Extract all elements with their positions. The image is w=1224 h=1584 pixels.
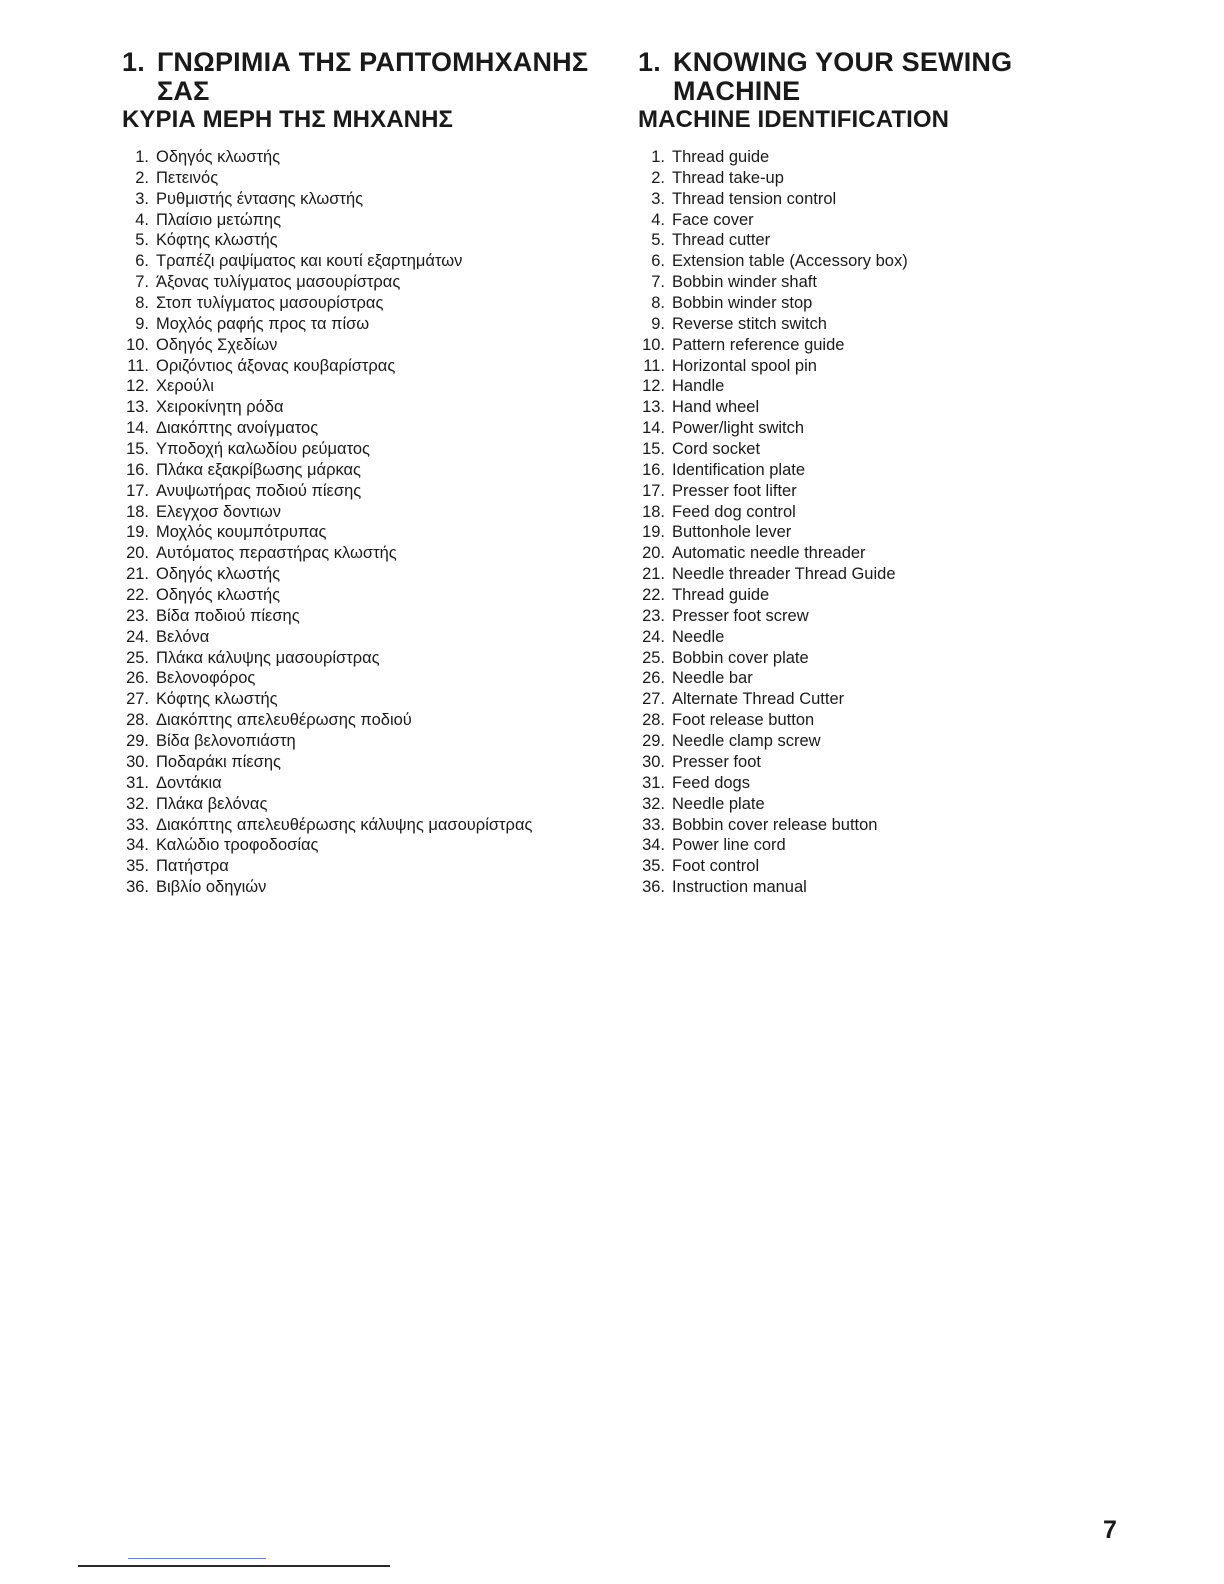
list-item <box>122 293 622 314</box>
list-item <box>638 418 1078 439</box>
list-item <box>122 773 622 794</box>
list-item-label: Alternate Thread Cutter <box>672 690 845 709</box>
english-section-title <box>638 48 1078 106</box>
list-item-number: 9. <box>651 314 665 333</box>
list-item <box>122 752 622 773</box>
list-item <box>638 251 1078 272</box>
list-item-label: Reverse stitch switch <box>672 314 827 333</box>
list-item-label: Needle clamp screw <box>672 732 821 751</box>
list-item-label: Power/light switch <box>672 419 805 438</box>
list-item-label: Bobbin cover plate <box>672 648 809 667</box>
list-item-number: 20. <box>642 544 665 563</box>
list-item-number: 5. <box>651 231 665 250</box>
list-item-number: 1. <box>135 148 149 166</box>
list-item <box>122 585 622 606</box>
list-item <box>638 752 1078 773</box>
list-item-number: 7. <box>651 273 665 292</box>
list-item <box>638 230 1078 251</box>
list-item <box>122 794 622 815</box>
list-item <box>638 439 1078 460</box>
list-item-label: Extension table (Accessory box) <box>672 252 908 271</box>
list-item-label: Οδηγός κλωστής <box>156 565 281 584</box>
page-number: 7 <box>1103 1516 1117 1544</box>
list-item-number: 21. <box>642 565 665 584</box>
list-item <box>122 314 622 335</box>
list-item-label: Άξονας τυλίγματος μασουρίστρας <box>156 273 401 292</box>
list-item-label: Face cover <box>672 210 754 229</box>
list-item-number: 11. <box>127 356 149 375</box>
list-item-number: 26. <box>642 669 665 688</box>
list-item <box>638 376 1078 397</box>
list-item-label: Βελονοφόρος <box>156 669 256 688</box>
list-item <box>122 356 622 377</box>
list-item <box>122 481 622 502</box>
list-item <box>122 648 622 669</box>
list-item-number: 19. <box>126 523 149 542</box>
list-item <box>638 189 1078 210</box>
list-item-label: Πλαίσιο μετώπης <box>156 210 282 229</box>
footer-rule <box>78 1565 390 1567</box>
list-item-number: 25. <box>642 648 665 667</box>
list-item <box>638 460 1078 481</box>
list-item-number: 6. <box>651 252 665 271</box>
list-item-label: Οδηγός Σχεδίων <box>156 335 278 354</box>
list-item-number: 13. <box>642 398 665 417</box>
list-item <box>638 522 1078 543</box>
list-item <box>638 272 1078 293</box>
list-item <box>122 835 622 856</box>
list-item <box>122 856 622 877</box>
greek-section-title-text: ΓΝΩΡΙΜΙΑ ΤΗΣ ΡΑΠΤΟΜΗΧΑΝΗΣ ΣΑΣ <box>157 47 589 106</box>
list-item-number: 9. <box>135 314 149 333</box>
list-item <box>638 397 1078 418</box>
list-item-number: 12. <box>126 377 149 396</box>
list-item <box>122 230 622 251</box>
list-item <box>122 564 622 585</box>
list-item-label: Automatic needle threader <box>672 544 866 563</box>
list-item-number: 16. <box>642 460 665 479</box>
list-item-number: 34. <box>126 836 149 855</box>
list-item-label: Needle <box>672 627 725 646</box>
list-item-label: Thread cutter <box>672 231 771 250</box>
english-parts-list <box>638 147 1078 898</box>
list-item-label: Πατήστρα <box>156 857 229 876</box>
list-item-label: Πετεινός <box>156 168 219 187</box>
list-item-label: Bobbin winder stop <box>672 294 813 313</box>
list-item-number: 22. <box>126 586 149 605</box>
list-item-label: Buttonhole lever <box>672 523 792 542</box>
list-item-number: 24. <box>126 627 149 646</box>
list-item-number: 32. <box>126 794 149 813</box>
list-item-label: Needle threader Thread Guide <box>672 565 896 584</box>
list-item-label: Instruction manual <box>672 878 807 897</box>
list-item-number: 14. <box>126 419 149 438</box>
list-item-number: 35. <box>126 857 149 876</box>
list-item <box>638 815 1078 836</box>
list-item <box>122 147 622 168</box>
list-item-number: 17. <box>126 481 149 500</box>
english-section-title-text: KNOWING YOUR SEWING MACHINE <box>673 47 1013 106</box>
list-item-number: 20. <box>126 544 149 563</box>
list-item-label: Identification plate <box>672 460 806 479</box>
list-item-label: Χειροκίνητη ρόδα <box>156 398 284 417</box>
list-item <box>638 293 1078 314</box>
list-item-label: Βιβλίο οδηγιών <box>156 878 267 897</box>
list-item <box>122 877 622 898</box>
list-item-number: 27. <box>126 690 149 709</box>
list-item-number: 33. <box>642 815 665 834</box>
greek-column <box>122 48 622 898</box>
list-item-number: 17. <box>642 481 665 500</box>
list-item-number: 2. <box>651 168 665 187</box>
list-item-number: 8. <box>135 294 149 313</box>
list-item-number: 18. <box>126 502 149 521</box>
list-item <box>638 147 1078 168</box>
list-item <box>122 272 622 293</box>
list-item-number: 34. <box>642 836 665 855</box>
list-item-label: Needle plate <box>672 794 765 813</box>
list-item-label: Presser foot screw <box>672 606 809 625</box>
list-item-number: 36. <box>126 878 149 897</box>
list-item <box>122 710 622 731</box>
list-item <box>638 731 1078 752</box>
list-item-label: Ελεγχοσ δοντιων <box>156 502 281 521</box>
list-item <box>638 648 1078 669</box>
list-item-label: Υποδοχή καλωδίου ρεύματος <box>156 440 371 459</box>
list-item-number: 33. <box>126 815 149 834</box>
list-item-label: Bobbin cover release button <box>672 815 878 834</box>
list-item <box>122 522 622 543</box>
greek-parts-list <box>122 147 622 898</box>
list-item <box>638 585 1078 606</box>
english-section-number: 1. <box>638 47 661 77</box>
list-item-number: 31. <box>126 773 149 792</box>
list-item <box>122 815 622 836</box>
list-item-label: Διακόπτης ανοίγματος <box>156 419 319 438</box>
list-item-number: 23. <box>126 606 149 625</box>
list-item-number: 24. <box>642 627 665 646</box>
list-item-number: 23. <box>642 606 665 625</box>
list-item-number: 21. <box>126 565 149 584</box>
list-item <box>122 627 622 648</box>
list-item-label: Thread tension control <box>672 189 837 208</box>
list-item <box>638 335 1078 356</box>
list-item-number: 32. <box>642 794 665 813</box>
list-item-label: Χερούλι <box>156 377 214 396</box>
list-item-label: Μοχλός ραφής προς τα πίσω <box>156 314 370 333</box>
list-item <box>638 710 1078 731</box>
list-item-number: 28. <box>642 711 665 730</box>
list-item <box>638 668 1078 689</box>
list-item <box>122 439 622 460</box>
list-item <box>122 251 622 272</box>
list-item-number: 4. <box>135 210 149 229</box>
list-item-label: Feed dogs <box>672 773 750 792</box>
list-item-label: Pattern reference guide <box>672 335 845 354</box>
list-item <box>122 543 622 564</box>
list-item <box>638 564 1078 585</box>
list-item-number: 19. <box>642 523 665 542</box>
list-item-label: Οριζόντιος άξονας κουβαρίστρας <box>156 356 396 375</box>
list-item <box>638 877 1078 898</box>
list-item <box>122 502 622 523</box>
list-item <box>122 731 622 752</box>
list-item-number: 4. <box>651 210 665 229</box>
list-item <box>122 668 622 689</box>
list-item <box>638 210 1078 231</box>
list-item-number: 35. <box>642 857 665 876</box>
list-item-number: 36. <box>642 878 665 897</box>
greek-section-title <box>122 48 622 106</box>
list-item-label: Οδηγός κλωστής <box>156 586 281 605</box>
list-item <box>638 835 1078 856</box>
list-item-number: 16. <box>126 460 149 479</box>
list-item <box>638 689 1078 710</box>
list-item <box>122 418 622 439</box>
list-item-label: Feed dog control <box>672 502 796 521</box>
english-subtitle: MACHINE IDENTIFICATION <box>638 106 950 133</box>
list-item-label: Κόφτης κλωστής <box>156 690 278 709</box>
greek-subtitle: ΚΥΡΙΑ ΜΕΡΗ ΤΗΣ ΜΗΧΑΝΗΣ <box>122 106 454 133</box>
greek-section-number: 1. <box>122 47 145 77</box>
list-item-number: 14. <box>642 419 665 438</box>
footer-rule-accent <box>128 1558 266 1559</box>
list-item-label: Foot release button <box>672 711 815 730</box>
list-item <box>122 168 622 189</box>
list-item-number: 30. <box>126 752 149 771</box>
list-item-label: Bobbin winder shaft <box>672 273 817 292</box>
list-item-number: 1. <box>651 148 665 166</box>
list-item-number: 11. <box>643 356 665 375</box>
list-item-label: Πλάκα κάλυψης μασουρίστρας <box>156 648 380 667</box>
list-item-number: 7. <box>135 273 149 292</box>
list-item-label: Αυτόματος περαστήρας κλωστής <box>156 544 397 563</box>
list-item <box>122 189 622 210</box>
list-item <box>638 543 1078 564</box>
list-item <box>638 356 1078 377</box>
list-item-label: Ρυθμιστής έντασης κλωστής <box>156 189 364 208</box>
list-item <box>638 606 1078 627</box>
list-item-label: Οδηγός κλωστής <box>156 148 281 166</box>
list-item-number: 28. <box>126 711 149 730</box>
list-item-label: Ανυψωτήρας ποδιού πίεσης <box>156 481 362 500</box>
list-item-number: 13. <box>126 398 149 417</box>
list-item-number: 12. <box>642 377 665 396</box>
list-item-label: Πλάκα εξακρίβωσης μάρκας <box>156 460 362 479</box>
list-item-label: Καλώδιο τροφοδοσίας <box>156 836 319 855</box>
list-item <box>638 314 1078 335</box>
list-item <box>122 376 622 397</box>
list-item-label: Βελόνα <box>156 627 210 646</box>
list-item-label: Cord socket <box>672 440 761 459</box>
list-item-number: 15. <box>126 440 149 459</box>
list-item-label: Στοπ τυλίγματος μασουρίστρας <box>156 294 384 313</box>
list-item <box>638 627 1078 648</box>
list-item-label: Thread guide <box>672 148 770 166</box>
list-item-label: Πλάκα βελόνας <box>156 794 268 813</box>
list-item-number: 3. <box>651 189 665 208</box>
list-item-number: 5. <box>135 231 149 250</box>
list-item-number: 15. <box>642 440 665 459</box>
list-item-number: 29. <box>642 732 665 751</box>
list-item-label: Διακόπτης απελευθέρωσης κάλυψης μασουρίστρας <box>156 815 533 834</box>
list-item <box>122 397 622 418</box>
list-item <box>122 460 622 481</box>
list-item-label: Horizontal spool pin <box>672 356 817 375</box>
list-item-label: Presser foot <box>672 752 761 771</box>
list-item <box>122 210 622 231</box>
list-item-number: 25. <box>126 648 149 667</box>
list-item-label: Τραπέζι ραψίματος και κουτί εξαρτημάτων <box>156 252 463 271</box>
list-item <box>638 481 1078 502</box>
list-item-number: 2. <box>135 168 149 187</box>
list-item-label: Power line cord <box>672 836 786 855</box>
list-item-number: 31. <box>642 773 665 792</box>
list-item-label: Μοχλός κουμπότρυπας <box>156 523 327 542</box>
list-item-label: Ποδαράκι πίεσης <box>156 752 281 771</box>
list-item-label: Needle bar <box>672 669 753 688</box>
list-item-label: Handle <box>672 377 725 396</box>
list-item-number: 10. <box>642 335 665 354</box>
list-item-label: Thread guide <box>672 586 770 605</box>
list-item <box>638 502 1078 523</box>
list-item-number: 18. <box>642 502 665 521</box>
list-item <box>122 335 622 356</box>
list-item-label: Hand wheel <box>672 398 760 417</box>
list-item-label: Βίδα βελονοπιάστη <box>156 732 296 751</box>
list-item-number: 27. <box>642 690 665 709</box>
list-item-number: 8. <box>651 294 665 313</box>
list-item-label: Δοντάκια <box>156 773 222 792</box>
list-item <box>638 773 1078 794</box>
list-item <box>638 856 1078 877</box>
list-item <box>638 168 1078 189</box>
list-item <box>122 689 622 710</box>
list-item-label: Foot control <box>672 857 760 876</box>
list-item-number: 3. <box>135 189 149 208</box>
list-item <box>122 606 622 627</box>
english-column <box>638 48 1078 898</box>
list-item-label: Thread take-up <box>672 168 784 187</box>
list-item-label: Κόφτης κλωστής <box>156 231 278 250</box>
list-item-number: 10. <box>126 335 149 354</box>
list-item-number: 29. <box>126 732 149 751</box>
list-item-label: Διακόπτης απελευθέρωσης ποδιού <box>156 711 412 730</box>
list-item-number: 6. <box>135 252 149 271</box>
list-item-label: Βίδα ποδιού πίεσης <box>156 606 300 625</box>
list-item-number: 30. <box>642 752 665 771</box>
list-item-number: 22. <box>642 586 665 605</box>
list-item-number: 26. <box>126 669 149 688</box>
list-item-label: Presser foot lifter <box>672 481 797 500</box>
list-item <box>638 794 1078 815</box>
